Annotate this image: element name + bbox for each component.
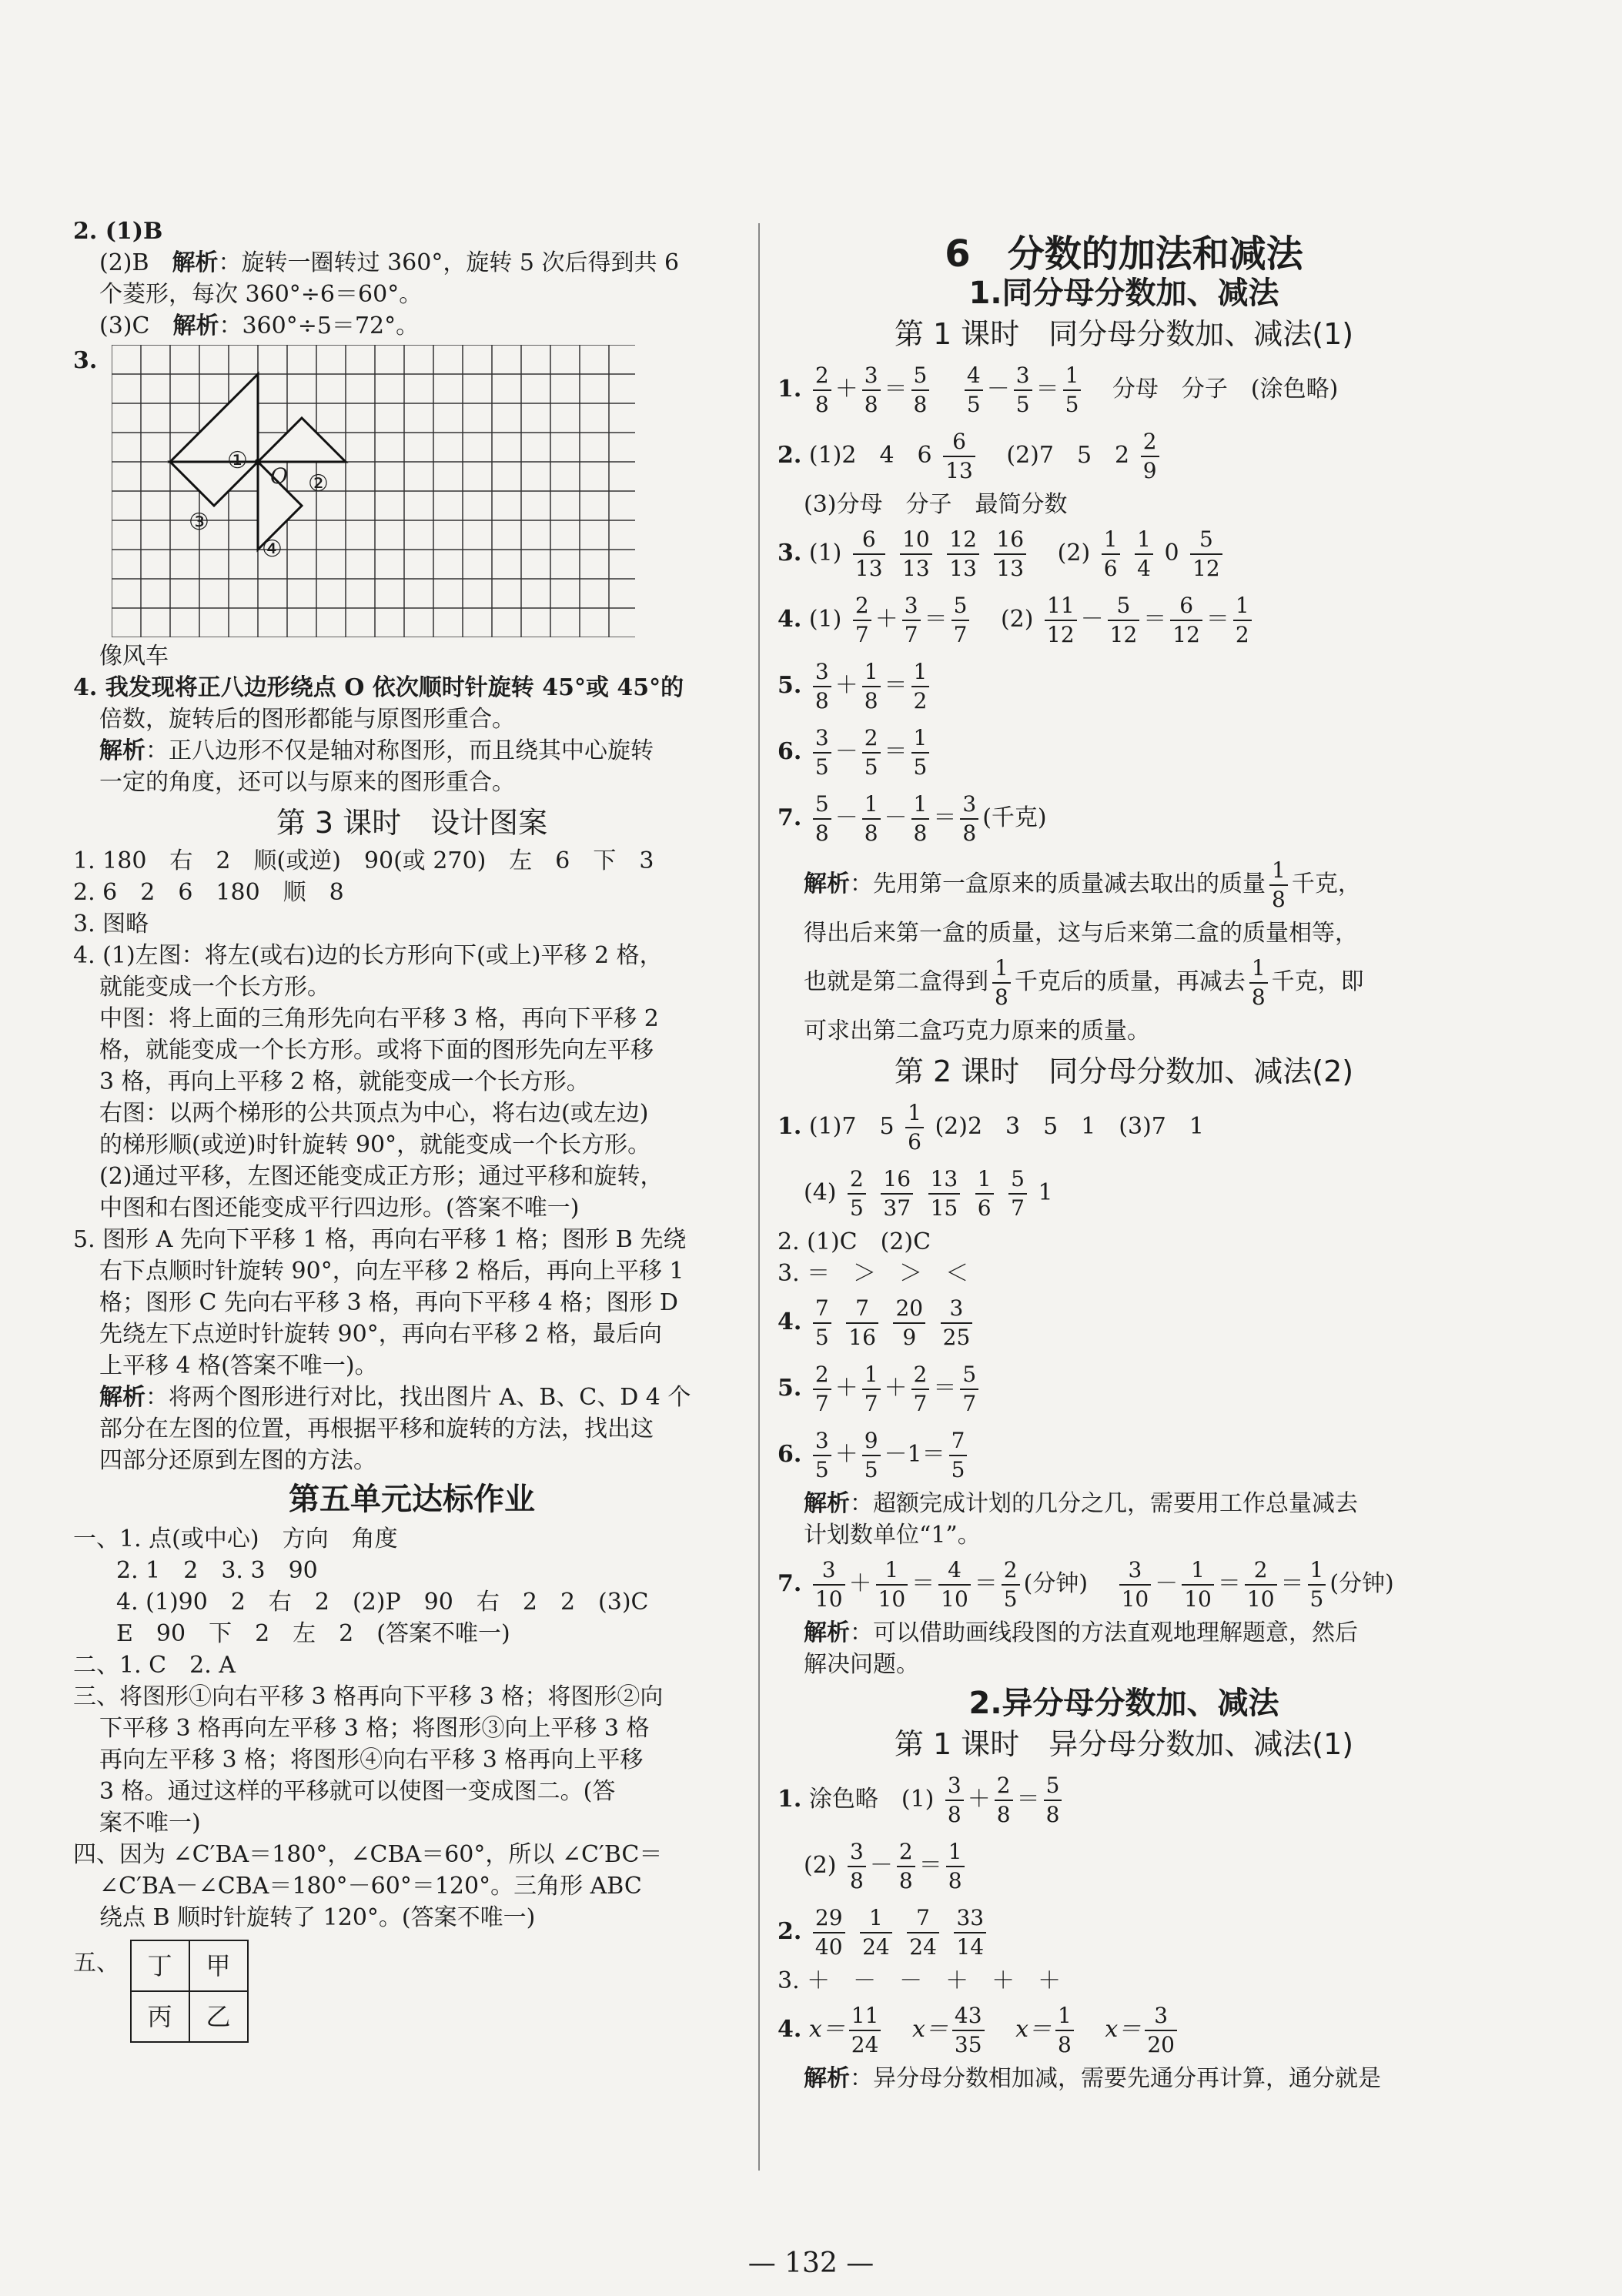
fraction: $\frac{2}{7}$ xyxy=(911,1361,930,1418)
fraction: $\frac{3}{7}$ xyxy=(902,592,921,649)
fraction: $\frac{2}{5}$ xyxy=(862,724,881,781)
r3-q1: 1. 涂色略 (1) $\frac{3}{8}$ ＋ $\frac{2}{8}$ ＝ $\frac{5}{8}$ xyxy=(778,1766,1470,1833)
l3-q4-line4: 格，就能变成一个长方形。或将下面的图形先向左平移 xyxy=(99,1037,654,1064)
fraction: $\frac{7}{16}$ xyxy=(846,1295,878,1352)
r2-q7-analysis1: 解析：可以借助画线段图的方法直观地理解题意，然后 xyxy=(804,1619,1358,1646)
fraction: $\frac{1}{10}$ xyxy=(876,1556,908,1613)
fraction: $\frac{2}{7}$ xyxy=(853,592,871,649)
shape-label-2: ② xyxy=(308,470,329,497)
fraction: $\frac{33}{14}$ xyxy=(954,1904,986,1961)
r2-q6-analysis2: 计划数单位“1”。 xyxy=(804,1522,981,1549)
r1-analysis1: 解析：先用第一盒原来的质量减去取出的质量 $\frac{1}{8}$ 千克， xyxy=(804,857,1361,912)
r1-q6: 6. $\frac{3}{5}$ － $\frac{2}{5}$ ＝ $\frac{1}{5}$ xyxy=(778,719,1470,785)
fraction: $\frac{7}{5}$ xyxy=(813,1295,831,1352)
fraction: $\frac{1}{8}$ xyxy=(862,790,881,847)
fraction: $\frac{1}{5}$ xyxy=(911,724,930,781)
q2-line2: (2)B 解析：旋转一圈转过 360°，旋转 5 次后得到共 6 xyxy=(99,249,680,276)
fraction: $\frac{1}{8}$ xyxy=(1055,2002,1074,2059)
r1-q3: 3. (1) $\frac{6}{13}$ $\frac{10}{13}$ $\frac{12}{13}$ $\frac{16}{13}$ (2) $\frac{1}{6}$ $\frac{1}{4}$ 0 $\frac{5}{12}$ xyxy=(778,520,1470,587)
fraction: $\frac{16}{37}$ xyxy=(881,1165,913,1222)
l3-q4-line5: 3 格，再向上平移 2 格，就能变成一个长方形。 xyxy=(99,1068,590,1095)
fraction: $\frac{5}{7}$ xyxy=(951,592,970,649)
fraction: $\frac{7}{5}$ xyxy=(949,1427,968,1484)
r2-q4: 4. $\frac{7}{5}$ $\frac{7}{16}$ $\frac{20}{9}$ $\frac{3}{25}$ xyxy=(778,1289,1470,1355)
fraction: $\frac{20}{9}$ xyxy=(893,1295,925,1352)
fraction: $\frac{9}{5}$ xyxy=(862,1427,881,1484)
q2-line1: 2. (1)B xyxy=(73,218,163,245)
fraction: $\frac{1}{10}$ xyxy=(1182,1556,1214,1613)
r1-analysis2: 得出后来第一盒的质量，这与后来第二盒的质量相等， xyxy=(804,920,1358,947)
table-cell: 丙 xyxy=(131,1991,189,2042)
fraction: $\frac{3}{20}$ xyxy=(1145,2002,1177,2059)
fraction: $\frac{1}{4}$ xyxy=(1135,526,1153,583)
fraction: $\frac{3}{10}$ xyxy=(1119,1556,1152,1613)
fraction: $\frac{7}{24}$ xyxy=(907,1904,939,1961)
r3-q4: 4. x＝ $\frac{11}{24}$ x＝ $\frac{43}{35}$ x＝ $\frac{1}{8}$ x＝ $\frac{3}{20}$ xyxy=(778,1997,1470,2063)
fraction: $\frac{3}{8}$ xyxy=(960,790,978,847)
r2-q7: 7. $\frac{3}{10}$ ＋ $\frac{1}{10}$ ＝ $\frac{4}{10}$ ＝ $\frac{2}{5}$ (分钟) $\frac{3}{10}$ － $\frac{1}{10}$ ＝ $\frac{2}{10}$ ＝ $\frac{1}{5}$ (分钟) xyxy=(778,1557,1394,1612)
fraction: $\frac{5}{12}$ xyxy=(1108,592,1140,649)
fraction: $\frac{6}{13}$ xyxy=(943,428,975,485)
u5-7: 下平移 3 格再向左平移 3 格；将图形③向上平移 3 格 xyxy=(99,1715,650,1742)
l3-q5-analysis3: 四部分还原到左图的方法。 xyxy=(99,1447,376,1474)
left-column xyxy=(73,216,751,2043)
r2-q1d: (4) $\frac{2}{5}$ $\frac{16}{37}$ $\frac{13}{15}$ $\frac{1}{6}$ $\frac{5}{7}$ 1 xyxy=(804,1166,1053,1221)
q3-number: 3. xyxy=(73,347,98,374)
r2-q6: 6. $\frac{3}{5}$ ＋ $\frac{9}{5}$ －1＝ $\frac{7}{5}$ xyxy=(778,1422,1470,1488)
fraction: $\frac{4}{10}$ xyxy=(938,1556,971,1613)
fraction: $\frac{1}{8}$ xyxy=(992,954,1011,1011)
fraction: $\frac{3}{8}$ xyxy=(813,658,831,715)
u5-five-label: 五、 xyxy=(73,1950,119,1977)
r1-analysis3: 也就是第二盒得到 $\frac{1}{8}$ 千克后的质量，再减去 $\frac{1}{8}$ 千克，即 xyxy=(804,955,1364,1010)
fraction: $\frac{1}{8}$ xyxy=(862,658,881,715)
fraction: $\frac{1}{5}$ xyxy=(1063,362,1082,419)
answer-table xyxy=(130,1940,249,2043)
fraction: $\frac{3}{8}$ xyxy=(862,362,881,419)
u5-13: 绕点 B 顺时针旋转了 120°。(答案不唯一) xyxy=(99,1904,536,1931)
fraction: $\frac{5}{8}$ xyxy=(1044,1772,1062,1829)
u5-11: 四、因为 ∠C′BA＝180°，∠CBA＝60°，所以 ∠C′BC＝ xyxy=(73,1841,663,1868)
center-point-label: O xyxy=(270,463,288,489)
lesson3-title: 第 3 课时 设计图案 xyxy=(276,806,548,840)
fraction: $\frac{2}{8}$ xyxy=(897,1838,915,1895)
right-column xyxy=(778,216,1470,2094)
fraction: $\frac{1}{6}$ xyxy=(975,1165,994,1222)
u5-3: 4. (1)90 2 右 2 (2)P 90 右 2 2 (3)C xyxy=(116,1589,649,1616)
fraction: $\frac{29}{40}$ xyxy=(813,1904,845,1961)
fraction: $\frac{1}{7}$ xyxy=(862,1361,881,1418)
fraction: $\frac{5}{12}$ xyxy=(1190,526,1222,583)
r-lesson1-title: 第 1 课时 同分母分数加、减法(1) xyxy=(894,317,1354,351)
pinwheel-grid-figure xyxy=(112,345,635,637)
fraction: $\frac{4}{5}$ xyxy=(965,362,983,419)
fraction: $\frac{1}{6}$ xyxy=(1102,526,1120,583)
r1-q4: 4. (1) $\frac{2}{7}$ ＋ $\frac{3}{7}$ ＝ $\frac{5}{7}$ (2) $\frac{11}{12}$ － $\frac{5}{12}$ ＝ $\frac{6}{12}$ ＝ $\frac{1}{2}$ xyxy=(778,587,1470,653)
r1-q2c: (3)分母 分子 最简分数 xyxy=(804,491,1068,518)
q3-block xyxy=(73,345,751,672)
u5-5: 二、1. C 2. A xyxy=(73,1652,236,1679)
q4-analysis-line1: 解析：正八边形不仅是轴对称图形，而且绕其中心旋转 xyxy=(99,737,654,764)
q4-line1: 4. 我发现将正八边形绕点 O 依次顺时针旋转 45°或 45°的 xyxy=(73,674,684,701)
u5-2: 2. 1 2 3. 3 90 xyxy=(116,1557,318,1584)
shape-label-4: ④ xyxy=(262,536,283,563)
r2-q1: 1. (1)7 5 $\frac{1}{6}$ (2)2 3 5 1 (3)7 1 xyxy=(778,1100,1204,1155)
u5-6: 三、将图形①向右平移 3 格再向下平移 3 格；将图形②向 xyxy=(73,1683,664,1710)
fraction: $\frac{1}{8}$ xyxy=(911,790,930,847)
fraction: $\frac{10}{13}$ xyxy=(900,526,932,583)
fraction: $\frac{16}{13}$ xyxy=(994,526,1026,583)
grid-svg xyxy=(112,345,635,637)
r2-q3: 3. ＝ ＞ ＞ ＜ xyxy=(778,1260,969,1287)
l3-q4-line1: 4. (1)左图：将左(或右)边的长方形向下(或上)平移 2 格， xyxy=(73,942,663,969)
fraction: $\frac{1}{2}$ xyxy=(911,658,930,715)
table-cell: 甲 xyxy=(189,1940,248,1991)
q2-line3: 个菱形，每次 360°÷6＝60°。 xyxy=(99,281,423,308)
r3-q1b: (2) $\frac{3}{8}$ － $\frac{2}{8}$ ＝ $\frac{1}{8}$ xyxy=(778,1833,1470,1899)
l3-q3: 3. 图略 xyxy=(73,911,149,937)
q4-line2: 倍数，旋转后的图形都能与原图形重合。 xyxy=(99,706,515,733)
r-lesson2-title: 第 2 课时 同分母分数加、减法(2) xyxy=(894,1054,1354,1088)
section1-title: 1.同分母分数加、减法 xyxy=(968,276,1279,311)
fraction: $\frac{1}{2}$ xyxy=(1233,592,1252,649)
q3-caption: 像风车 xyxy=(99,643,169,670)
l3-q1: 1. 180 右 2 顺(或逆) 90(或 270) 左 6 下 3 xyxy=(73,847,654,874)
q2-line4: (3)C 解析：360°÷5＝72°。 xyxy=(99,312,420,339)
fraction: $\frac{1}{8}$ xyxy=(1249,954,1268,1011)
r1-q1: 1. $\frac{2}{8}$ ＋ $\frac{3}{8}$ ＝ $\frac{5}{8}$ $\frac{4}{5}$ － $\frac{3}{5}$ ＝ $\frac{1}{5}$ 分母 分子 (涂色略) xyxy=(778,363,1339,417)
fraction: $\frac{3}{8}$ xyxy=(848,1838,866,1895)
l3-q4-line9: 中图和右图还能变成平行四边形。(答案不唯一) xyxy=(99,1195,580,1222)
fraction: $\frac{2}{9}$ xyxy=(1141,428,1159,485)
l3-q5-line3: 格；图形 C 先向右平移 3 格，再向下平移 4 格；图形 D xyxy=(99,1289,678,1316)
pinwheel-triangle xyxy=(258,418,346,462)
fraction: $\frac{3}{5}$ xyxy=(813,724,831,781)
r1-q2: 2. (1)2 4 6 $\frac{6}{13}$ (2)7 5 2 $\frac{2}{9}$ xyxy=(778,423,1470,489)
page-number: — 132 — xyxy=(747,2248,875,2279)
r2-q5: 5. $\frac{2}{7}$ ＋ $\frac{1}{7}$ ＋ $\frac{2}{7}$ ＝ $\frac{5}{7}$ xyxy=(778,1355,1470,1422)
fraction: $\frac{3}{5}$ xyxy=(1014,362,1032,419)
u5-8: 再向左平移 3 格；将图形④向右平移 3 格再向上平移 xyxy=(99,1746,644,1773)
r1-q5: 5. $\frac{3}{8}$ ＋ $\frac{1}{8}$ ＝ $\frac{1}{2}$ xyxy=(778,653,1470,719)
fraction: $\frac{2}{8}$ xyxy=(813,362,831,419)
center-point xyxy=(255,459,261,465)
fraction: $\frac{13}{15}$ xyxy=(928,1165,961,1222)
fraction: $\frac{6}{12}$ xyxy=(1170,592,1202,649)
l3-q4-line8: (2)通过平移，左图还能变成正方形；通过平移和旋转， xyxy=(99,1163,664,1190)
unit5-title: 第五单元达标作业 xyxy=(289,1482,535,1517)
table-cell: 乙 xyxy=(189,1991,248,2042)
q4-analysis-line2: 一定的角度，还可以与原来的图形重合。 xyxy=(99,769,515,796)
l3-q5-line5: 上平移 4 格(答案不唯一)。 xyxy=(99,1352,378,1379)
shape-label-3: ③ xyxy=(189,509,209,536)
r3-q2: 2. $\frac{29}{40}$ $\frac{1}{24}$ $\frac{7}{24}$ $\frac{33}{14}$ xyxy=(778,1899,1470,1965)
u5-9: 3 格。通过这样的平移就可以使图一变成图二。(答 xyxy=(99,1778,616,1805)
l3-q2: 2. 6 2 6 180 顺 8 xyxy=(73,879,344,906)
fraction: $\frac{11}{12}$ xyxy=(1045,592,1077,649)
fraction: $\frac{1}{8}$ xyxy=(946,1838,965,1895)
fraction: $\frac{1}{5}$ xyxy=(1308,1556,1326,1613)
fraction: $\frac{5}{8}$ xyxy=(813,790,831,847)
r-lesson3-title: 第 1 课时 异分母分数加、减法(1) xyxy=(894,1727,1354,1761)
shape-label-1: ① xyxy=(227,447,248,474)
fraction: $\frac{5}{7}$ xyxy=(960,1361,978,1418)
fraction: $\frac{2}{7}$ xyxy=(813,1361,831,1418)
fraction: $\frac{12}{13}$ xyxy=(947,526,979,583)
l3-q5-analysis1: 解析：将两个图形进行对比，找出图片 A、B、C、D 4 个 xyxy=(99,1384,691,1411)
fraction: $\frac{3}{25}$ xyxy=(941,1295,973,1352)
fraction: $\frac{2}{5}$ xyxy=(848,1165,866,1222)
l3-q4-line7: 的梯形顺(或逆)时针旋转 90°，就能变成一个长方形。 xyxy=(99,1131,651,1158)
fraction: $\frac{3}{5}$ xyxy=(813,1427,831,1484)
table-cell: 丁 xyxy=(131,1940,189,1991)
l3-q5-analysis2: 部分在左图的位置，再根据平移和旋转的方法，找出这 xyxy=(99,1415,654,1442)
fraction: $\frac{2}{10}$ xyxy=(1245,1556,1277,1613)
fraction: $\frac{1}{6}$ xyxy=(905,1099,924,1156)
l3-q4-line6: 右图：以两个梯形的公共顶点为中心，将右边(或左边) xyxy=(99,1100,649,1127)
r3-analysis: 解析：异分母分数相加减，需要先通分再计算，通分就是 xyxy=(804,2065,1381,2092)
fraction: $\frac{1}{8}$ xyxy=(1269,857,1288,914)
fraction: $\frac{2}{5}$ xyxy=(1002,1556,1020,1613)
chapter-title: 6 分数的加法和减法 xyxy=(945,232,1303,276)
l3-q5-line4: 先绕左下点逆时针旋转 90°，再向右平移 2 格，最后向 xyxy=(99,1321,662,1348)
fraction: $\frac{5}{8}$ xyxy=(911,362,930,419)
r1-q7: 7. $\frac{5}{8}$ － $\frac{1}{8}$ － $\frac{1}{8}$ ＝ $\frac{3}{8}$ (千克) xyxy=(778,791,1047,846)
u5-4: E 90 下 2 左 2 (答案不唯一) xyxy=(116,1620,510,1647)
u5-12: ∠C′BA－∠CBA＝180°－60°＝120°。三角形 ABC xyxy=(99,1873,642,1900)
fraction: $\frac{5}{7}$ xyxy=(1008,1165,1027,1222)
r2-q2: 2. (1)C (2)C xyxy=(778,1228,931,1255)
section2-title: 2.异分母分数加、减法 xyxy=(968,1686,1279,1721)
l3-q5-line2: 右下点顺时针旋转 90°，向左平移 2 格后，再向上平移 1 xyxy=(99,1258,684,1285)
r1-analysis4: 可求出第二盒巧克力原来的质量。 xyxy=(804,1018,1150,1044)
r2-q6-analysis1: 解析：超额完成计划的几分之几，需要用工作总量减去 xyxy=(804,1490,1358,1517)
fraction: $\frac{3}{10}$ xyxy=(813,1556,845,1613)
l3-q4-line2: 就能变成一个长方形。 xyxy=(99,974,330,1001)
u5-1: 一、1. 点(或中心) 方向 角度 xyxy=(73,1526,398,1552)
fraction: $\frac{1}{24}$ xyxy=(860,1904,892,1961)
fraction: $\frac{11}{24}$ xyxy=(849,2002,881,2059)
r2-q7-analysis2: 解决问题。 xyxy=(804,1651,919,1678)
fraction: $\frac{43}{35}$ xyxy=(952,2002,985,2059)
fraction: $\frac{3}{8}$ xyxy=(945,1772,964,1829)
u5-five xyxy=(73,1940,751,2043)
fraction: $\frac{6}{13}$ xyxy=(853,526,885,583)
u5-10: 案不唯一) xyxy=(99,1810,201,1836)
fraction: $\frac{2}{8}$ xyxy=(995,1772,1013,1829)
column-divider xyxy=(758,223,760,2171)
l3-q5-line1: 5. 图形 A 先向下平移 1 格，再向右平移 1 格；图形 B 先绕 xyxy=(73,1226,687,1253)
l3-q4-line3: 中图：将上面的三角形先向右平移 3 格，再向下平移 2 xyxy=(99,1005,659,1032)
r3-q3: 3. ＋ － － ＋ ＋ ＋ xyxy=(778,1967,1062,1994)
